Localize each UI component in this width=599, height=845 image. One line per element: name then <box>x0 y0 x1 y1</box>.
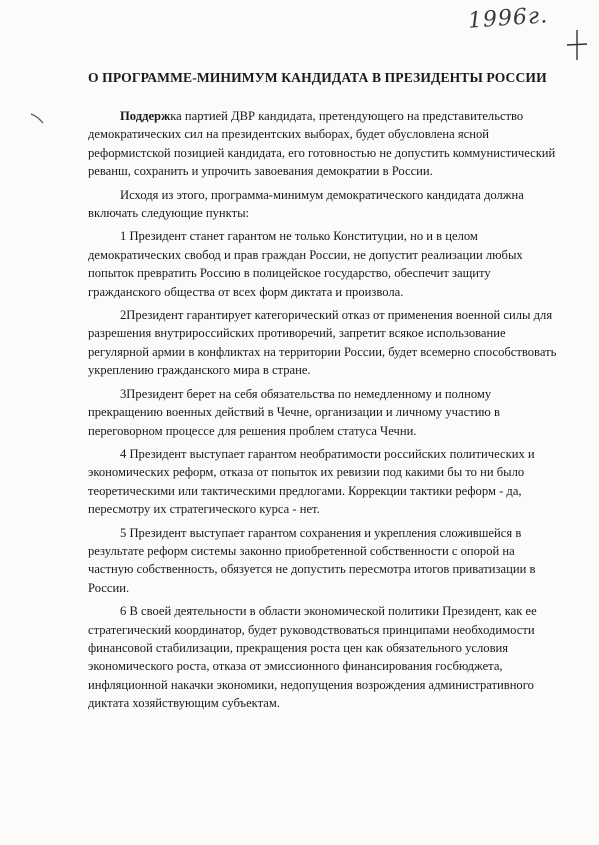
intro-lead: Поддерж <box>120 109 171 123</box>
intro-text: ка партией ДВР кандидата, претендующего на представительство демократических сил на президентских выборах, будет обусловлена ясной реформистской позицией кандидата, его готовностью не допустить коммунистический реванш, сохранить и упрочить завоевания демократии в России. <box>88 109 556 179</box>
margin-tick-mark <box>30 112 44 124</box>
handwritten-year-note: 1996г. <box>467 3 549 34</box>
document-title: О ПРОГРАММЕ-МИНИМУМ КАНДИДАТА В ПРЕЗИДЕНТЫ РОССИИ <box>88 70 547 85</box>
point-1: 1 Президент станет гарантом не только Конституции, но и в целом демократических свобод и прав граждан России, не допустит реализации любых попыток превратить Россию в полицейское государство, обеспечит защиту гражданского общества от всех форм диктата и произвола. <box>88 229 523 299</box>
preamble-paragraph: Исходя из этого, программа-минимум демократического кандидата должна включать следующие пункты: <box>88 187 524 221</box>
handwritten-plus-mark <box>566 28 588 62</box>
point-2: 2Президент гарантирует категорический отказ от применения военной силы для разрешения внутрироссийских противоречий, запретит всякое использование регулярной армии в конфликтах на территории России, будет всемерно способствовать укреплению гражданского мира в стране. <box>88 308 557 378</box>
point-4: 4 Президент выступает гарантом необратимости российских политических и экономических реформ, отказа от попыток их ревизии под какими бы то ни было теоретическими или тактическими предлогами. Коррекции тактики реформ - да, пересмотру их стратегического курса - нет. <box>88 446 535 517</box>
intro-paragraph <box>88 107 558 181</box>
point-5: 5 Президент выступает гарантом сохранения и укрепления сложившейся в результате реформ системы законно приобретенной собственности с опорой на частную собственность, обязуется не допустить пересмотра итогов приватизации в России. <box>88 525 536 595</box>
point-3: 3Президент берет на себя обязательства по немедленному и полному прекращению военных действий в Чечне, организации и личному участию в переговорном процессе для решения проблем статуса Чечни. <box>88 386 500 438</box>
document-body <box>88 107 558 718</box>
point-6: 6 В своей деятельности в области экономической политики Президент, как ее стратегический координатор, будет руководствоваться принципами необходимости финансовой стабилизации, прекращения роста цен как обязательного условия экономического роста, отказа от эмиссионного финансирования госбюджета, инфляционной накачки экономики, недопущения возрождения административного диктата хозяйствующим субъектам. <box>88 604 537 711</box>
